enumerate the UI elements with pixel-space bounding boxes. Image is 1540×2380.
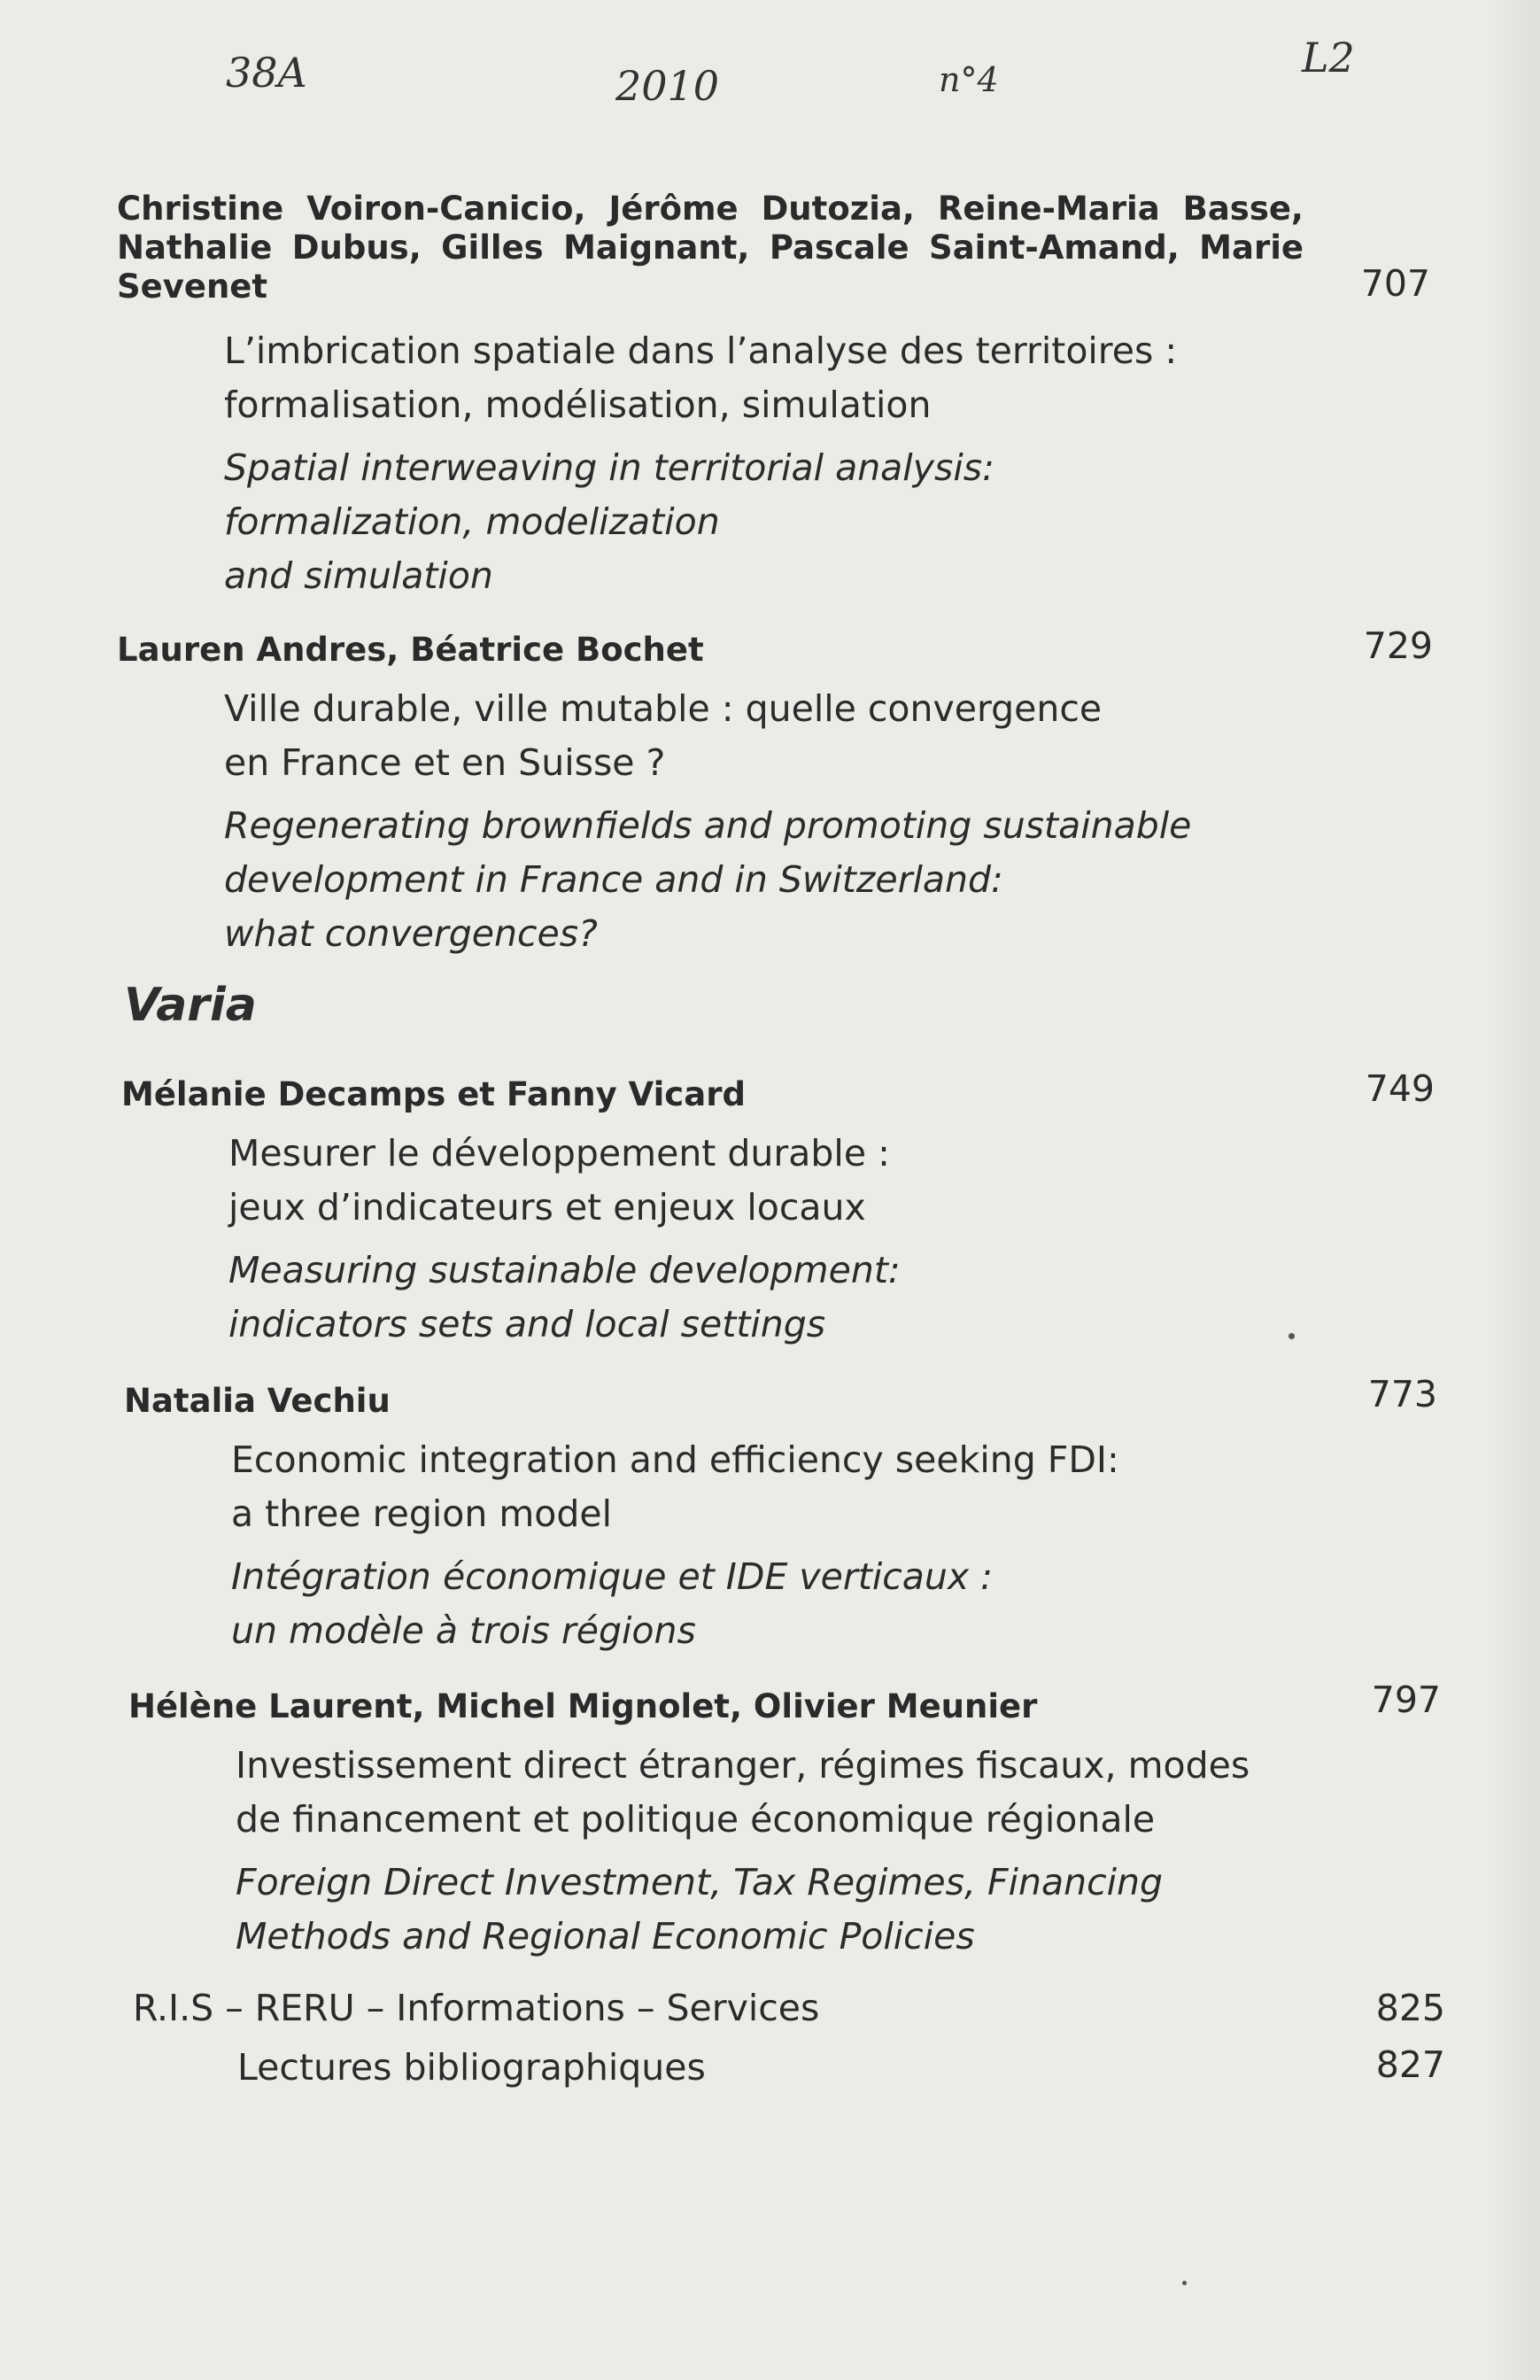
toc-entry (117, 190, 1445, 603)
scan-speck (1182, 2281, 1187, 2285)
entry-authors: Hélène Laurent, Michel Mignolet, Olivier Meunier (128, 1687, 1038, 1725)
entry-translated-title: Foreign Direct Investment, Tax Regimes, Financing Methods and Regional Economic Policies (236, 1861, 1164, 1957)
scan-speck (1288, 1333, 1295, 1339)
toc-entry (124, 1382, 1452, 1658)
lectures-page-number: 827 (1375, 2043, 1445, 2086)
entry-page-number: 749 (1365, 1067, 1435, 1110)
handwritten-issue: n°4 (939, 60, 999, 99)
entry-authors: Lauren Andres, Béatrice Bochet (117, 631, 704, 669)
lectures-label: Lectures bibliographiques (237, 2046, 706, 2089)
toc-entry (121, 1075, 1450, 1352)
entry-page-number: 773 (1367, 1373, 1437, 1415)
entry-title: Ville durable, ville mutable : quelle convergence en France et en Suisse ? (224, 687, 1103, 784)
entry-authors: Natalia Vechiu (124, 1382, 391, 1420)
entry-title: Investissement direct étranger, régimes fiscaux, modes de financement et politique économique régionale (236, 1744, 1250, 1841)
toc-entry (117, 631, 1445, 961)
entry-title: Economic integration and efficiency seeking FDI: a three region model (231, 1438, 1119, 1535)
entry-translated-title: Measuring sustainable development: indicators sets and local settings (228, 1249, 901, 1345)
entry-translated-title: Spatial interweaving in territorial analysis: formalization, modelization and simulation (224, 446, 994, 597)
ris-section-label: R.I.S – RERU – Informations – Services (133, 1987, 820, 2029)
handwritten-code: L2 (1302, 34, 1355, 81)
ris-page-number: 825 (1375, 1987, 1445, 2029)
entry-translated-title: Regenerating brownfields and promoting sustainable development in France and in Switzerland: what convergences? (224, 804, 1192, 955)
entry-authors: Christine Voiron-Canicio, Jérôme Dutozia, Reine-Maria Basse, Nathalie Dubus, Gilles Maignant, Pascale Saint-Amand, Marie Sevenet (117, 190, 1304, 306)
entry-page-number: 729 (1363, 624, 1433, 667)
page-edge-shadow (1487, 0, 1540, 2380)
entry-title: Mesurer le développement durable : jeux d’indicateurs et enjeux locaux (228, 1132, 890, 1229)
toc-entry (128, 1687, 1457, 1964)
section-heading-varia: Varia (124, 979, 257, 1032)
handwritten-year: 2010 (615, 62, 720, 110)
entry-authors: Mélanie Decamps et Fanny Vicard (121, 1075, 746, 1113)
entry-translated-title: Intégration économique et IDE verticaux : un modèle à trois régions (231, 1555, 993, 1652)
entry-page-number: 707 (1360, 262, 1430, 305)
handwritten-shelf-mark: 38A (226, 49, 307, 97)
entry-page-number: 797 (1371, 1678, 1441, 1721)
entry-title: L’imbrication spatiale dans l’analyse des territoires : formalisation, modélisation, simulation (224, 329, 1178, 426)
